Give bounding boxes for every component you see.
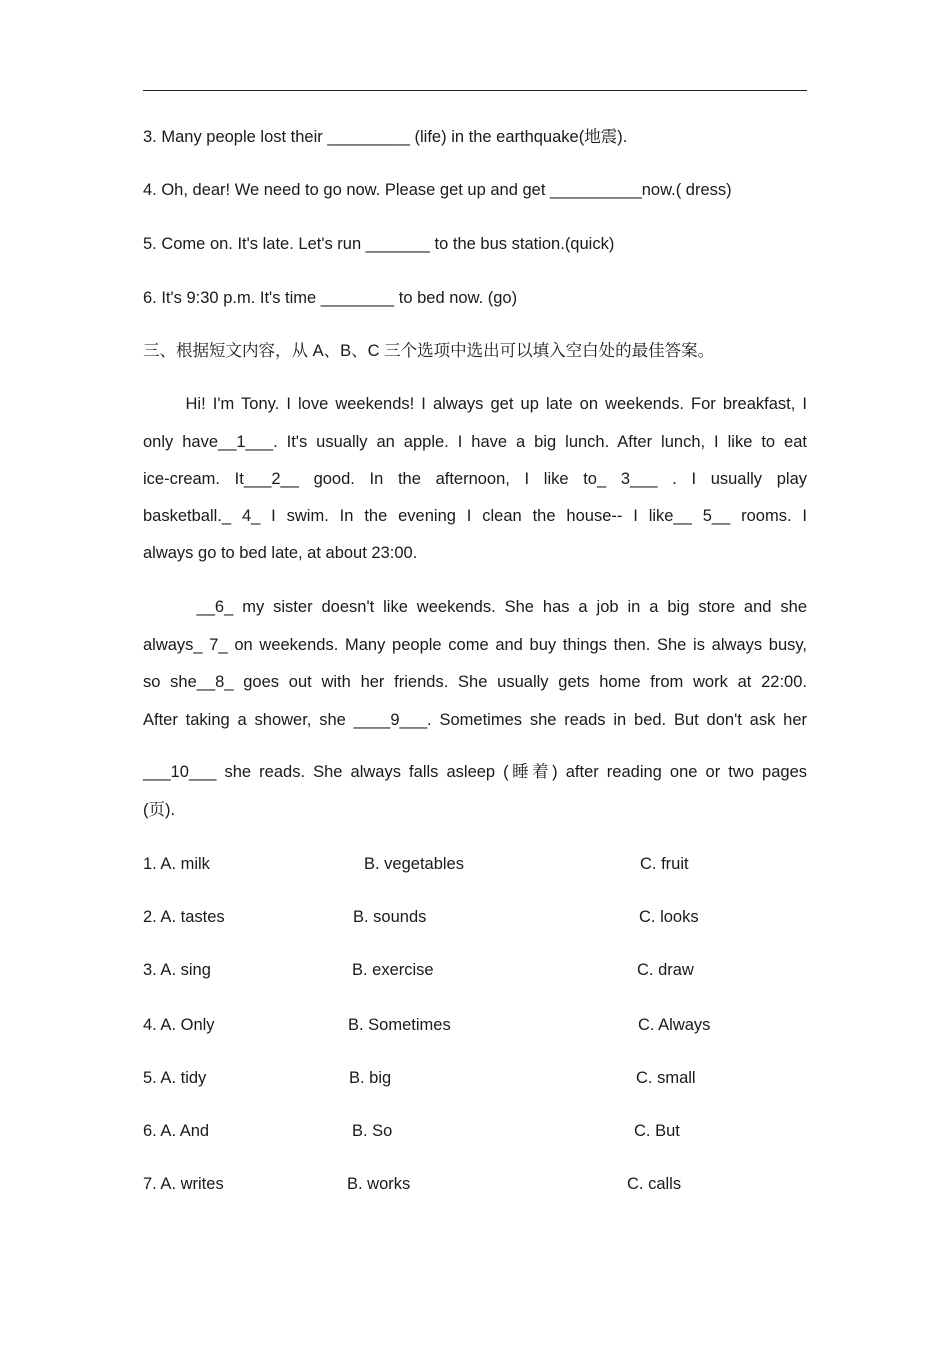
passage-line: basketball._ 4_ I swim. In the evening I clean the house-- I like__ 5__ rooms. I [143,507,807,525]
option-b: B. vegetables [364,855,464,873]
option-b: B. works [347,1175,411,1193]
option-b: B. Sometimes [348,1016,451,1034]
option-a: 5. A. tidy [143,1069,207,1087]
passage-line: ___10___ she reads. She always falls asleep (睡着) after reading one or two pages [143,763,807,781]
fill-in-question-5: 5. Come on. It's late. Let's run _______ to the bus station.(quick) [143,235,615,253]
option-b: B. big [349,1069,392,1087]
option-a: 3. A. sing [143,961,211,979]
option-c: C. small [636,1069,696,1087]
option-b: B. exercise [352,961,434,979]
section-title: 三、根据短文内容，从 A、B、C 三个选项中选出可以填入空白处的最佳答案。 [143,342,715,360]
passage-line: only have__1___. It's usually an apple. I have a big lunch. After lunch, I like to eat [143,433,807,451]
passage-line: always go to bed late, at about 23:00. [143,544,418,562]
fill-in-question-6: 6. It's 9:30 p.m. It's time ________ to bed now. (go) [143,289,518,307]
option-c: C. calls [627,1175,682,1193]
passage-line: Hi! I'm Tony. I love weekends! I always get up late on weekends. For breakfast, I [143,395,807,413]
option-a: 4. A. Only [143,1016,215,1034]
option-a: 2. A. tastes [143,908,225,926]
option-b: B. So [352,1122,393,1140]
option-c: C. looks [639,908,699,926]
passage-line: so she__8_ goes out with her friends. She usually gets home from work at 22:00. [143,673,807,691]
passage-line: ice-cream. It___2__ good. In the afternoon, I like to_ 3___ . I usually play [143,470,807,488]
option-c: C. draw [637,961,694,979]
passage-line: (页). [143,801,176,819]
option-a: 1. A. milk [143,855,210,873]
fill-in-question-3: 3. Many people lost their _________ (life) in the earthquake(地震). [143,128,628,146]
passage-line: always_ 7_ on weekends. Many people come and buy things then. She is always busy, [143,636,807,654]
option-a: 6. A. And [143,1122,210,1140]
option-a: 7. A. writes [143,1175,224,1193]
option-c: C. But [634,1122,680,1140]
passage-line: After taking a shower, she ____9___. Sometimes she reads in bed. But don't ask her [143,711,807,729]
option-c: C. Always [638,1016,711,1034]
option-c: C. fruit [640,855,689,873]
header-rule [143,90,807,91]
passage-line: __6_ my sister doesn't like weekends. She has a job in a big store and she [143,598,807,616]
option-b: B. sounds [353,908,427,926]
fill-in-question-4: 4. Oh, dear! We need to go now. Please get up and get __________now.( dress) [143,181,732,199]
